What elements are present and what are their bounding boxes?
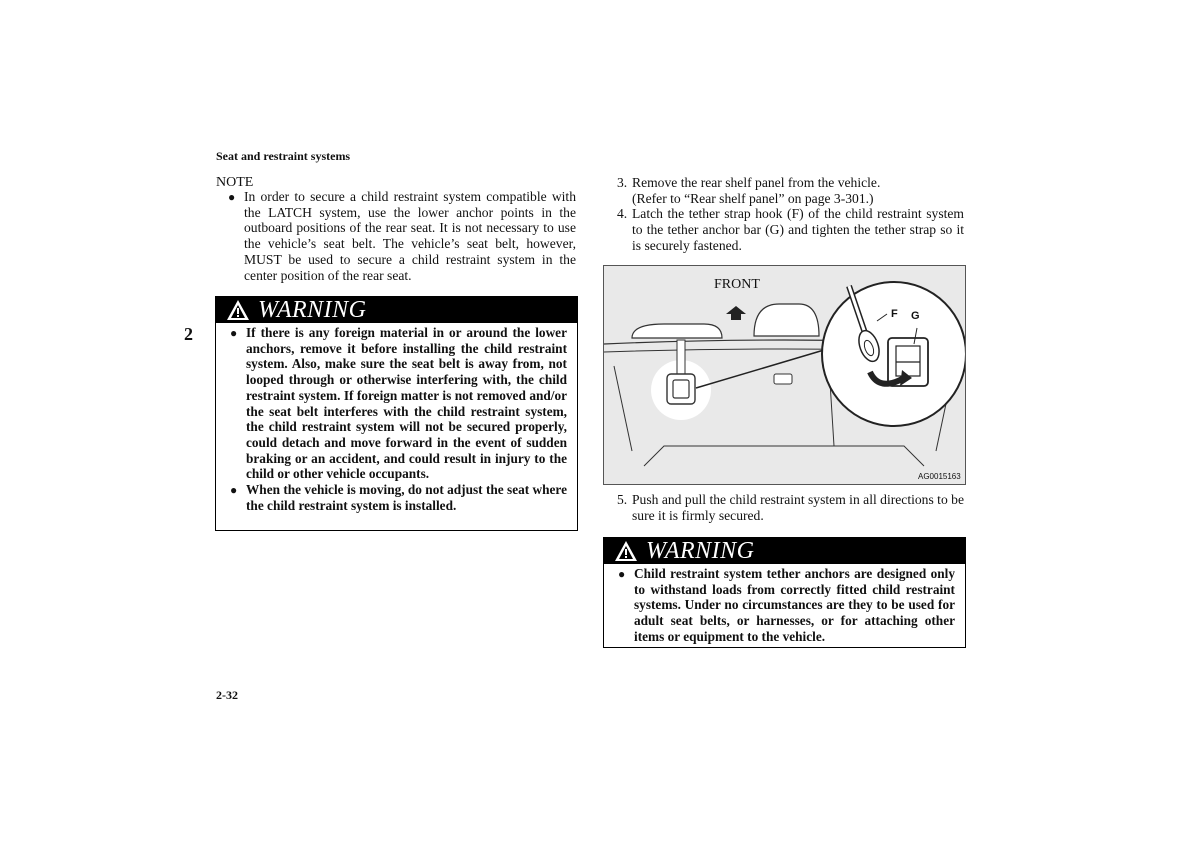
label-g: G <box>911 310 920 322</box>
chapter-tab: 2 <box>184 324 193 344</box>
step-number: 5. <box>617 492 628 507</box>
bullet-icon: ● <box>230 326 238 340</box>
step-item <box>617 206 964 253</box>
tether-diagram-svg <box>604 266 965 484</box>
headrest-left <box>632 324 722 338</box>
warning-item <box>230 482 567 513</box>
front-label: FRONT <box>714 277 760 292</box>
step-text: Latch the tether strap hook (F) of the child restraint system to the tether anchor bar (G) and tighten the tether strap so it is securely fastened. <box>632 206 964 253</box>
headrest-center <box>754 304 819 336</box>
bullet-icon: ● <box>228 190 236 204</box>
front-arrow-icon <box>726 306 746 320</box>
step-number: 3. <box>617 175 628 190</box>
section-title: Seat and restraint systems <box>216 149 351 163</box>
page-number: 2-32 <box>216 688 238 702</box>
warning-body <box>216 323 577 517</box>
steps-top <box>617 175 964 254</box>
warning-title: WARNING <box>258 296 367 323</box>
warning-box-left <box>215 296 578 531</box>
warning-body <box>604 564 965 649</box>
note-item <box>228 189 576 283</box>
steps-bottom <box>617 492 964 523</box>
step-text: Remove the rear shelf panel from the vehicle. <box>632 175 881 190</box>
warning-box-right <box>603 537 966 648</box>
note-text: In order to secure a child restraint system compatible with the LATCH system, use the lower anchor points in the outboard positions of the rear seat. It is not necessary to use the vehicle’s seat belt. The vehicle’s seat belt, however, MUST be used to secure a child restraint system in the center position of the rear seat. <box>244 189 576 283</box>
warning-text: When the vehicle is moving, do not adjust the seat where the child restraint system is installed. <box>246 482 567 513</box>
step-subtext: (Refer to “Rear shelf panel” on page 3-301.) <box>632 190 874 206</box>
warning-text: If there is any foreign material in or around the lower anchors, remove it before installing the child restraint system. Also, make sure the seat belt is away from, not looped through or otherwise interfering with, the child restraint system. If foreign matter is not removed and/or the seat belt interferes with the child restraint system, the child restraint system will not be secured properly, could detach and move forward in the event of sudden braking or an accident, and could result in injury to the child or other vehicle occupants. <box>246 325 567 482</box>
bullet-icon: ● <box>230 483 238 498</box>
warning-triangle-icon <box>614 540 638 562</box>
warning-item <box>230 325 567 482</box>
step-item <box>617 492 964 523</box>
step-item <box>617 175 964 206</box>
note-label: NOTE <box>216 175 254 190</box>
tether-illustration <box>603 265 966 485</box>
warning-header <box>604 538 965 564</box>
bullet-icon: ● <box>618 567 626 581</box>
warning-text: Child restraint system tether anchors are designed only to withstand loads from correctly fitted child restraint systems. Under no circumstances are they to be used for adult seat belts, or harnesses, or for attaching other items or equipment to the vehicle. <box>634 566 955 644</box>
warning-item <box>618 566 955 645</box>
warning-title: WARNING <box>646 537 755 564</box>
figure-code: AG0015163 <box>918 472 961 481</box>
step-text: Push and pull the child restraint system in all directions to be sure it is firmly secured. <box>632 492 964 523</box>
warning-header <box>216 297 577 323</box>
label-f: F <box>891 308 898 320</box>
note-list <box>228 189 576 283</box>
step-number: 4. <box>617 206 628 222</box>
warning-triangle-icon <box>226 299 250 321</box>
